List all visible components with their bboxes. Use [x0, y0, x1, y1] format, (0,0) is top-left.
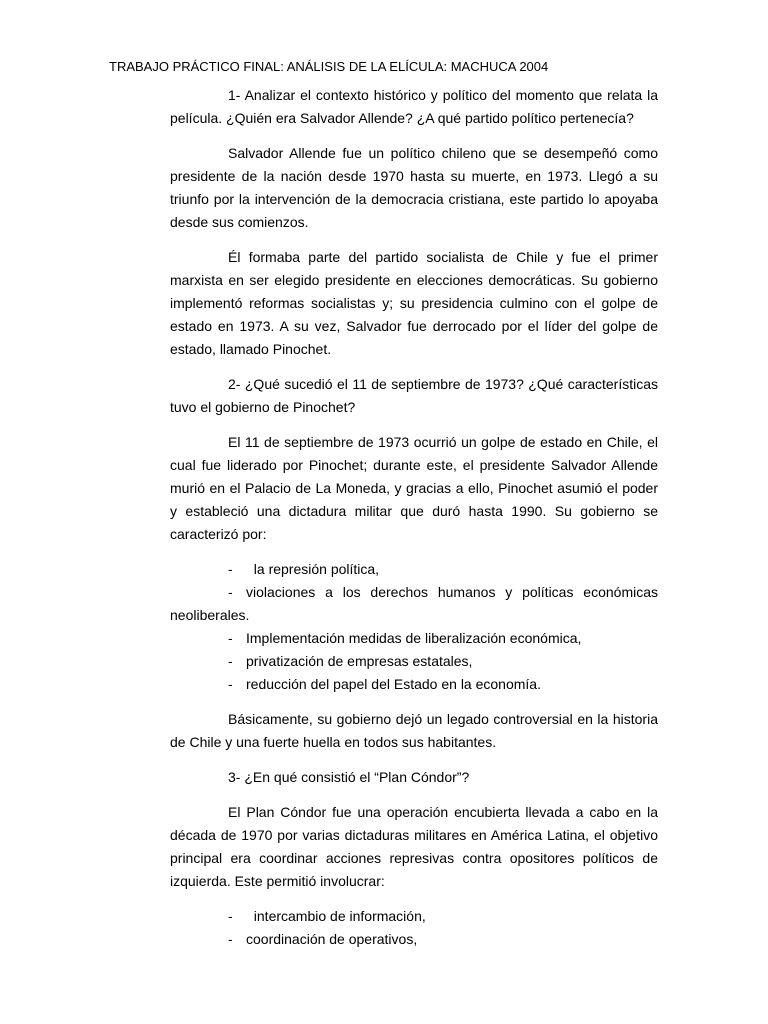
answer-3-paragraph-1: El Plan Cóndor fue una operación encubierta llevada a cabo en la década de 1970 por varias dictaduras militares en América Latina, el objetivo principal era coordinar acciones represivas contra opositores políticos de izquierda. Este permitió involucrar:	[170, 804, 658, 889]
list-item-text: coordinación de operativos,	[246, 931, 418, 947]
list-item-text: intercambio de información,	[253, 908, 426, 924]
answer-2-paragraph-2: Básicamente, su gobierno dejó un legado controversial en la historia de Chile y una fuerte huella en todos sus habitantes.	[170, 711, 658, 750]
list-dash: -	[228, 653, 233, 669]
list-item-text: la represión política,	[253, 561, 380, 577]
answer-2-list	[170, 558, 658, 696]
document-body	[170, 84, 658, 951]
question-1: 1- Analizar el contexto histórico y político del momento que relata la película. ¿Quién era Salvador Allende? ¿A qué partido político pertenecía?	[170, 87, 658, 126]
answer-2-paragraph-1: El 11 de septiembre de 1973 ocurrió un golpe de estado en Chile, el cual fue liderado por Pinochet; durante este, el presidente Salvador Allende murió en el Palacio de La Moneda, y gracias a ello, Pinochet asumió el poder y estableció una dictadura militar que duró hasta 1990. Su gobierno se caracterizó por:	[170, 434, 658, 542]
list-item	[170, 558, 658, 581]
document-header: TRABAJO PRÁCTICO FINAL: ANÁLISIS DE LA ELÍCULA: MACHUCA 2004	[109, 59, 549, 74]
question-2: 2- ¿Qué sucedió el 11 de septiembre de 1973? ¿Qué características tuvo el gobierno de Pinochet?	[170, 376, 658, 415]
list-item	[170, 928, 658, 951]
list-item	[170, 905, 658, 928]
question-3: 3- ¿En qué consistió el “Plan Cóndor”?	[228, 769, 470, 785]
list-item-text: Implementación medidas de liberalización económica,	[246, 630, 582, 646]
list-item-text: violaciones a los derechos humanos y políticas económicas neoliberales.	[170, 584, 658, 623]
list-item	[170, 627, 658, 650]
list-item	[170, 650, 658, 673]
list-dash: -	[228, 908, 233, 924]
list-dash: -	[228, 931, 233, 947]
answer-3-list	[170, 905, 658, 951]
list-dash: -	[228, 630, 233, 646]
answer-1-paragraph-1: Salvador Allende fue un político chileno que se desempeñó como presidente de la nación desde 1970 hasta su muerte, en 1973. Llegó a su triunfo por la intervención de la democracia cristiana, este partido lo apoyaba desde sus comienzos.	[170, 145, 658, 230]
answer-1-paragraph-2: Él formaba parte del partido socialista de Chile y fue el primer marxista en ser elegido presidente en elecciones democráticas. Su gobierno implementó reformas socialistas y; su presidencia culmino con el golpe de estado en 1973. A su vez, Salvador fue derrocado por el líder del golpe de estado, llamado Pinochet.	[170, 249, 658, 357]
list-item-text: privatización de empresas estatales,	[246, 653, 473, 669]
list-item-text: reducción del papel del Estado en la economía.	[246, 676, 541, 692]
list-dash: -	[228, 676, 233, 692]
list-item	[170, 581, 658, 627]
list-item	[170, 673, 658, 696]
list-dash: -	[228, 561, 233, 577]
list-dash: -	[228, 584, 233, 600]
